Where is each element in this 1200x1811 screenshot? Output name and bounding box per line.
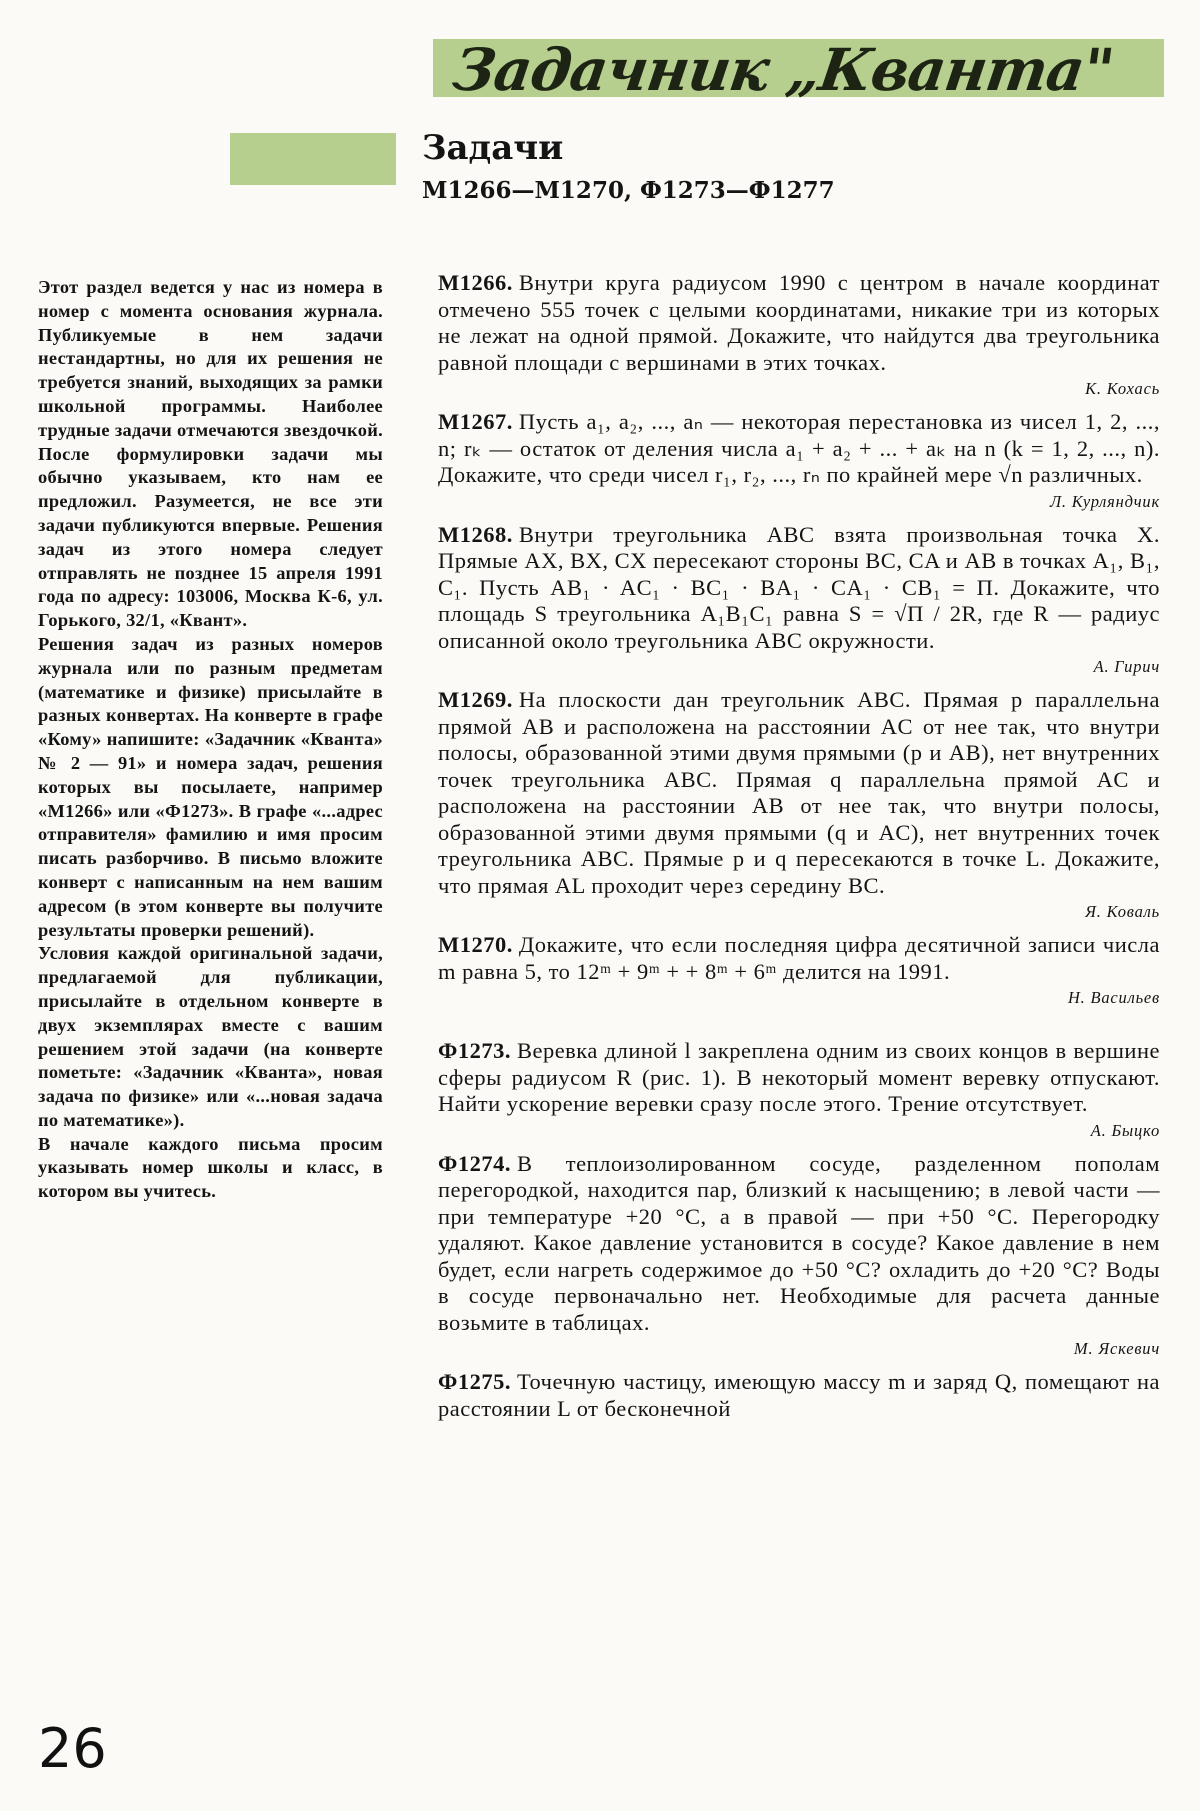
page-number: 26 [38, 1717, 107, 1780]
problem-number: М1267. [438, 409, 513, 434]
problem-statement [438, 1151, 1160, 1337]
problem-statement [438, 1038, 1160, 1118]
problem-author: Л. Курляндчик [1049, 491, 1160, 511]
problem-number: Ф1274. [438, 1150, 511, 1176]
problem-statement [438, 932, 1160, 985]
problem-text: На плоскости дан треугольник ABC. Прямая p параллельна прямой AB и расположена на расстоянии AC от нее так, что внутри полосы, образованной этими двумя прямыми (p и AB), нет внутренних точек треугольника ABC. Прямая q параллельна прямой AC и расположена на расстоянии AB от нее так, что внутри полосы, образованной этими двумя прямыми (q и AC), нет внутренних точек треугольника ABC. Прямые p и q пересекаются в точке L. Докажите, что прямая AL проходит через середину BC. [438, 687, 1160, 898]
problem-number: М1266. [438, 270, 513, 295]
problems-column [438, 270, 1160, 1432]
problem-text: Пусть a₁, a₂, ..., aₙ — некоторая перестановка из чисел 1, 2, ..., n; rₖ — остаток от деления числа a₁ + a₂ + ... + aₖ на n (k = 1, 2, ..., n). Докажите, что среди чисел r₁, r₂, ..., rₙ по крайней мере √n различных. [438, 409, 1160, 487]
problem-statement [438, 409, 1160, 489]
problem-m1268 [438, 522, 1160, 678]
section-banner-title: Задачник „Кванта" [448, 36, 1118, 104]
problem-statement [438, 270, 1160, 376]
problem-statement [438, 1369, 1160, 1422]
problem-number: М1268. [438, 521, 513, 547]
problem-number: М1269. [438, 687, 513, 712]
title-decoration-block [230, 133, 396, 185]
problem-f1273 [438, 1038, 1160, 1141]
sidebar-paragraph: В начале каждого письма просим указывать номер школы и класс, в котором вы учитесь. [38, 1133, 383, 1202]
problem-text: Внутри круга радиусом 1990 с центром в начале координат отмечено 555 точек с целыми координатами, никакие три из которых не лежат на одной прямой. Докажите, что найдутся два треугольника равной площади с вершинами в этих точках. [438, 270, 1160, 375]
problem-author: А. Гирич [1093, 657, 1160, 676]
problem-m1266 [438, 270, 1160, 399]
problem-number: Ф1275. [438, 1369, 511, 1394]
problem-m1269 [438, 687, 1160, 922]
problem-number: М1270. [438, 932, 513, 957]
problem-text: В теплоизолированном сосуде, разделенном пополам перегородкой, находится пар, близкий к насыщению; в левой части — при температуре +20 °С, а в правой — при +50 °С. Перегородку удаляют. Какое давление установится в сосуде? Какое давление в нем будет, если нагреть содержимое до +50 °С? охладить до +20 °С? Воды в сосуде первоначально нет. Необходимые для расчета данные возьмите в таблицах. [438, 1150, 1160, 1335]
section-gap [438, 1018, 1160, 1038]
sidebar-paragraph: Решения задач из разных номеров журнала или по разным предметам (математике и физике) присылайте в разных конвертах. На конверте в графе «Кому» напишите: «Задачник «Кванта» № 2 — 91» и номера задач, решения которых вы посылаете, например «М1266» или «Ф1273». В графе «...адрес отправителя» фамилию и имя просим писать разборчиво. В письмо вложите конверт с написанным на нем вашим адресом (в этом конверте вы получите результаты проверки решений). [38, 633, 383, 940]
page-title: Задачи [422, 128, 564, 168]
problem-range-subtitle: М1266—М1270, Ф1273—Ф1277 [422, 177, 835, 204]
sidebar-paragraph: Условия каждой оригинальной задачи, предлагаемой для публикации, присылайте в отдельном конверте в двух экземплярах вместе с вашим решением этой задачи (на конверте пометьте: «Задачник «Кванта», новая задача по физике» или «...новая задача по математике»). [38, 943, 383, 1130]
problem-f1274 [438, 1151, 1160, 1360]
problem-author: К. Кохась [1085, 379, 1160, 398]
problem-author: Н. Васильев [1067, 988, 1160, 1007]
problem-f1275 [438, 1369, 1160, 1422]
problem-text: Веревка длиной l закреплена одним из своих концов в вершине сферы радиусом R (рис. 1). В некоторый момент веревку отпускают. Найти ускорение веревки сразу после этого. Трение отсутствует. [438, 1038, 1160, 1116]
problem-author: Я. Коваль [1085, 902, 1160, 921]
problem-author: А. Быцко [1090, 1120, 1160, 1140]
problem-text: Докажите, что если последняя цифра десятичной записи числа m равна 5, то 12ᵐ + 9ᵐ + + 8ᵐ + 6ᵐ делится на 1991. [438, 932, 1160, 984]
problem-text: Внутри треугольника ABC взята произвольная точка X. Прямые AX, BX, CX пересекают стороны BC, CA и AB в точках A₁, B₁, C₁. Пусть AB₁ · AC₁ · BC₁ · BA₁ · CA₁ · CB₁ = П. Докажите, что площадь S треугольника A₁B₁C₁ равна S = √П / 2R, где R — радиус описанной около треугольника ABC окружности. [438, 521, 1160, 653]
sidebar-paragraph: Этот раздел ведется у нас из номера в номер с момента основания журнала. Публикуемые в нем задачи нестандартны, но для их решения не требуется знаний, выходящих за рамки школьной программы. Наиболее трудные задачи отмечаются звездочкой. После формулировки задачи мы обычно указываем, кто нам ее предложил. Разумеется, не все эти задачи публикуются впервые. Решения задач из этого номера следует отправлять не позднее 15 апреля 1991 года по адресу: 103006, Москва К-6, ул. Горького, 32/1, «Квант». [38, 277, 383, 631]
problem-number: Ф1273. [438, 1038, 511, 1063]
problem-author: М. Яскевич [1073, 1339, 1160, 1358]
problem-statement [438, 522, 1160, 655]
problem-m1267 [438, 409, 1160, 512]
sidebar-instructions [38, 276, 383, 1204]
problem-text: Точечную частицу, имеющую массу m и заряд Q, помещают на расстоянии L от бесконечной [438, 1369, 1160, 1421]
problem-statement [438, 687, 1160, 899]
problem-m1270 [438, 932, 1160, 1008]
